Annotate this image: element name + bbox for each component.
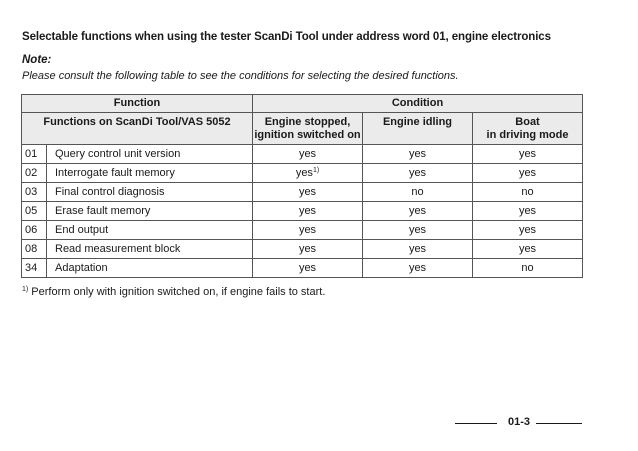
boat-driving-value (473, 164, 583, 183)
footnote (22, 286, 325, 298)
function-code-text: 03 (25, 185, 38, 198)
function-name (47, 259, 253, 278)
engine-idling-value-text: yes (408, 223, 427, 236)
engine-idling-value-text: yes (408, 147, 427, 160)
function-name-text: Final control diagnosis (55, 185, 165, 198)
engine-stopped-value-text: yes (298, 147, 317, 160)
function-code-text: 34 (25, 261, 38, 274)
function-name (47, 183, 253, 202)
header-boat-driving (473, 113, 583, 145)
function-name (47, 240, 253, 259)
engine-stopped-value (253, 164, 363, 183)
footnote-ref: 1) (312, 166, 320, 174)
header-boat-line2: in driving mode (486, 129, 569, 141)
table-row (22, 202, 583, 221)
boat-driving-value (473, 240, 583, 259)
engine-stopped-value-text: yes (298, 242, 317, 255)
function-name-text: Adaptation (55, 261, 108, 274)
engine-stopped-value (253, 145, 363, 164)
boat-driving-value-text: yes (518, 147, 537, 160)
footnote-marker: 1) (22, 286, 29, 293)
function-name-text: Interrogate fault memory (55, 166, 175, 179)
functions-table (21, 94, 583, 278)
function-code (22, 145, 47, 164)
note-label: Note: (22, 54, 52, 66)
header-functions-scandi: Functions on ScanDi Tool/VAS 5052 (22, 113, 253, 145)
boat-driving-value-text: yes (518, 223, 537, 236)
engine-idling-value (363, 183, 473, 202)
engine-idling-value-text: yes (408, 261, 427, 274)
engine-stopped-value-text: yes (298, 223, 317, 236)
engine-idling-value-text: yes (408, 242, 427, 255)
header-boat-line1: Boat (515, 116, 540, 128)
function-name-text: Read measurement block (55, 242, 181, 255)
page-rule-right (536, 423, 582, 424)
engine-idling-value (363, 202, 473, 221)
engine-idling-value-text: yes (408, 166, 427, 179)
boat-driving-value (473, 183, 583, 202)
function-code (22, 202, 47, 221)
function-code-text: 06 (25, 223, 38, 236)
engine-idling-value-text: no (411, 185, 424, 198)
function-code (22, 164, 47, 183)
function-name (47, 202, 253, 221)
function-name-text: Query control unit version (55, 147, 181, 160)
engine-idling-value-text: yes (408, 204, 427, 217)
engine-stopped-value-text: yes (298, 185, 317, 198)
table-row (22, 164, 583, 183)
engine-stopped-value (253, 202, 363, 221)
function-name (47, 145, 253, 164)
function-code-text: 02 (25, 166, 38, 179)
function-code-text: 01 (25, 147, 38, 160)
header-function: Function (22, 95, 253, 113)
page-number: 01-3 (508, 416, 531, 428)
table-row (22, 221, 583, 240)
header-engine-idling: Engine idling (363, 113, 473, 145)
function-code (22, 240, 47, 259)
boat-driving-value (473, 221, 583, 240)
table-row (22, 145, 583, 164)
footnote-text: Perform only with ignition switched on, if engine fails to start. (31, 286, 326, 298)
engine-idling-value (363, 145, 473, 164)
table-row (22, 183, 583, 202)
engine-stopped-value (253, 240, 363, 259)
page-heading: Selectable functions when using the tester ScanDi Tool under address word 01, engine electronics (22, 31, 551, 43)
function-code (22, 183, 47, 202)
function-code (22, 259, 47, 278)
function-name-text: Erase fault memory (55, 204, 151, 217)
boat-driving-value-text: no (521, 185, 534, 198)
table-row (22, 259, 583, 278)
engine-idling-value (363, 259, 473, 278)
table-row (22, 240, 583, 259)
boat-driving-value-text: yes (518, 204, 537, 217)
engine-idling-value (363, 240, 473, 259)
note-text: Please consult the following table to see the conditions for selecting the desired functions. (22, 70, 459, 82)
boat-driving-value-text: yes (518, 166, 537, 179)
header-condition: Condition (253, 95, 583, 113)
engine-stopped-value-text: yes (298, 261, 317, 274)
boat-driving-value-text: yes (518, 242, 537, 255)
boat-driving-value (473, 145, 583, 164)
boat-driving-value-text: no (521, 261, 534, 274)
function-name (47, 221, 253, 240)
engine-stopped-value (253, 259, 363, 278)
engine-stopped-value-text: yes (298, 204, 317, 217)
function-code-text: 08 (25, 242, 38, 255)
engine-stopped-value (253, 221, 363, 240)
function-code-text: 05 (25, 204, 38, 217)
function-name-text: End output (55, 223, 109, 236)
engine-idling-value (363, 164, 473, 183)
boat-driving-value (473, 202, 583, 221)
header-engine-stopped (253, 113, 363, 145)
page-rule-left (455, 423, 497, 424)
engine-stopped-value (253, 183, 363, 202)
header-engine-stopped-line2: ignition switched on (254, 129, 361, 141)
function-code (22, 221, 47, 240)
boat-driving-value (473, 259, 583, 278)
engine-stopped-value-text: yes (295, 166, 313, 179)
header-engine-stopped-line1: Engine stopped, (264, 116, 351, 128)
engine-idling-value (363, 221, 473, 240)
function-name (47, 164, 253, 183)
